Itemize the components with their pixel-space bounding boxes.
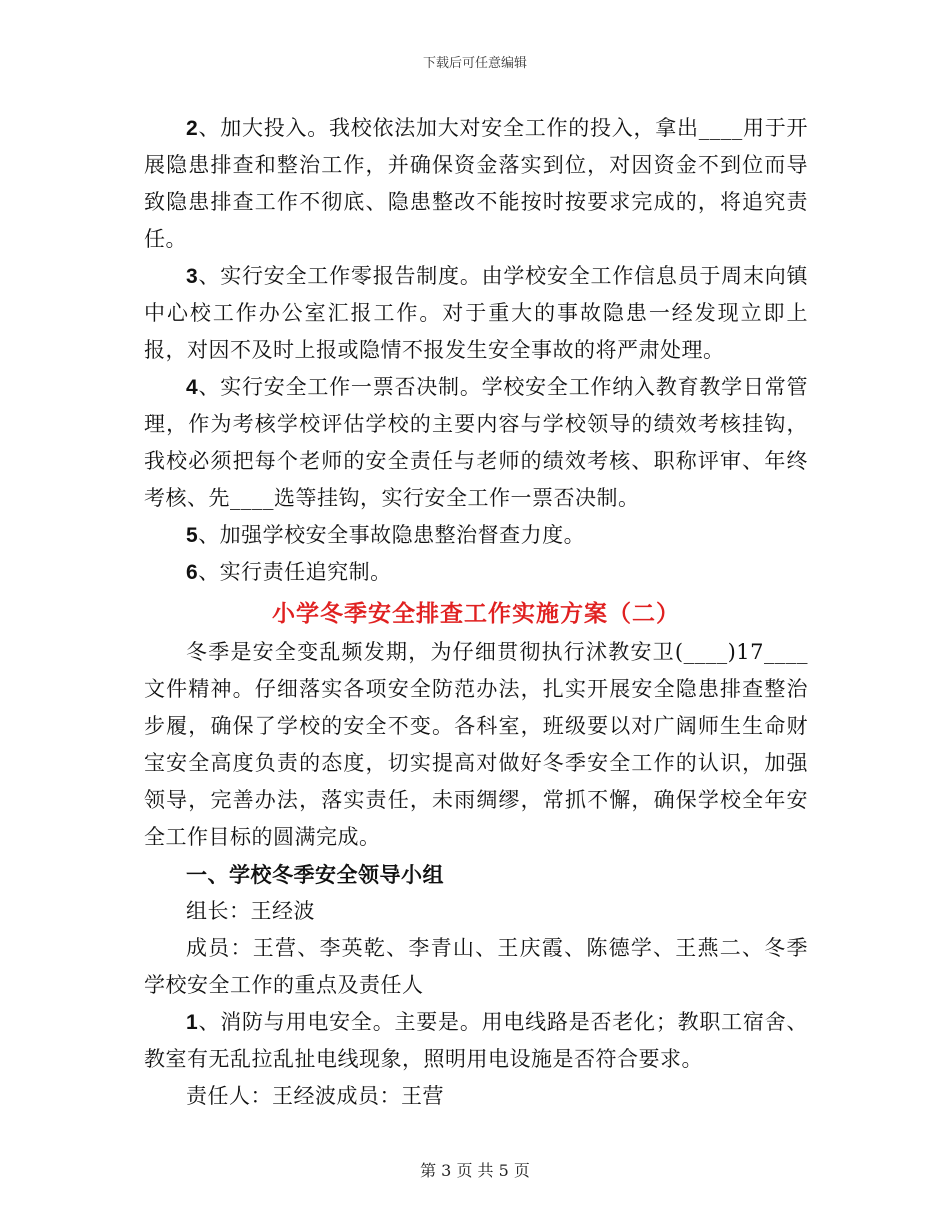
paragraph-4 [144, 369, 808, 517]
paragraph-text: 、消防与用电安全。主要是。用电线路是否老化；教职工宿舍、教室有无乱拉乱扯电线现象，照明用电设施是否符合要求。 [144, 1010, 808, 1071]
paragraph-5 [144, 517, 808, 554]
item-number: 3 [186, 265, 199, 288]
leader-line: 组长：王经波 [186, 899, 315, 923]
item-1-paragraph [144, 1004, 808, 1078]
document-body [144, 110, 808, 1115]
item-number: 1 [186, 1011, 199, 1034]
page-header: 下载后可任意编辑 [422, 56, 527, 71]
paragraph-3 [144, 258, 808, 369]
paragraph-text: 、实行安全工作一票否决制。学校安全工作纳入教育教学日常管理，作为考核学校评估学校的主要内容与学校领导的绩效考核挂钩，我校必须把每个老师的安全责任与老师的绩效考核、职称评审、年终考核、先____选等挂钩，实行安全工作一票否决制。 [144, 375, 808, 510]
intro-paragraph: 冬季是安全变乱频发期，为仔细贯彻执行沭教安卫(____)17____文件精神。仔细落实各项安全防范办法，扎实开展安全隐患排查整治步履，确保了学校的安全不变。各科室，班级要以对广阔师生生命财宝安全高度负责的态度，切实提高对做好冬季安全工作的认识，加强领导，完善办法，落实责任，未雨绸缪，常抓不懈，确保学校全年安全工作目标的圆满完成。 [144, 640, 808, 849]
item-number: 2 [186, 117, 199, 140]
paragraph-text: 、加大投入。我校依法加大对安全工作的投入，拿出____用于开展隐患排查和整治工作，并确保资金落实到位，对因资金不到位而导致隐患排查工作不彻底、隐患整改不能按时按要求完成的，将追究责任。 [144, 116, 808, 251]
paragraph-text: 、实行责任追究制。 [198, 560, 392, 584]
page-footer: 第 3 页 共 5 页 [420, 1161, 530, 1180]
section-title: 小学冬季安全排查工作实施方案（二） [272, 600, 680, 627]
members-paragraph: 成员：王营、李英乾、李青山、王庆霞、陈德学、王燕二、冬季学校安全工作的重点及责任人 [144, 936, 808, 997]
item-number: 6 [186, 561, 199, 584]
item-number: 5 [186, 524, 199, 547]
paragraph-text: 、实行安全工作零报告制度。由学校安全工作信息员于周末向镇中心校工作办公室汇报工作。对于重大的事故隐患一经发现立即上报，对因不及时上报或隐情不报发生安全事故的将严肃处理。 [144, 264, 808, 362]
paragraph-text: 、加强学校安全事故隐患整治督查力度。 [198, 523, 586, 547]
item-number: 4 [186, 376, 199, 399]
responsible-line: 责任人：王经波成员：王营 [186, 1084, 444, 1108]
heading-leadership-group: 一、学校冬季安全领导小组 [186, 862, 444, 887]
paragraph-6 [144, 554, 808, 591]
paragraph-2 [144, 110, 808, 258]
